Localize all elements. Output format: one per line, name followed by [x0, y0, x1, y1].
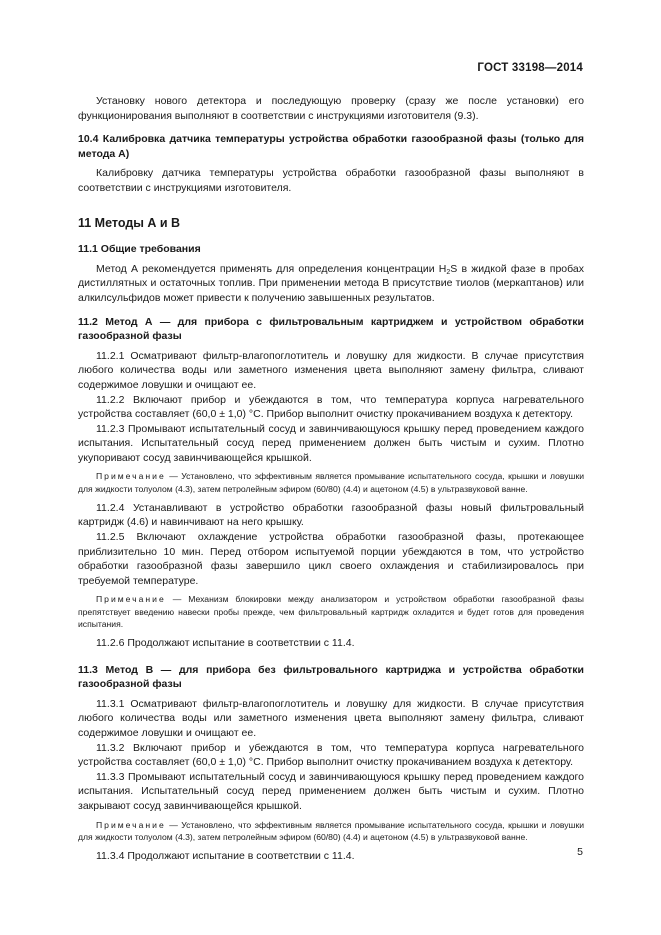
- section-11-1-title: 11.1 Общие требования: [78, 243, 201, 256]
- section-11-1-paragraph: [78, 262, 584, 306]
- note-label: Примечание: [96, 594, 166, 605]
- section-10-4-title: 10.4 Калибровка датчика температуры устройства обработки газообразной фазы (только для метода А): [78, 133, 584, 160]
- note-11-3: [78, 819, 584, 843]
- document-header: ГОСТ 33198—2014: [477, 62, 583, 74]
- section-11-2-title: 11.2 Метод А — для прибора с фильтровальным картриджем и устройством обработки газообразной фазы: [78, 315, 584, 343]
- section-11-3-title: 11.3 Метод В — для прибора без фильтровального картриджа и устройства обработки газообразной фазы: [78, 663, 584, 691]
- clause-11-3-2: 11.3.2 Включают прибор и убеждаются в том, что температура корпуса нагревательного устройства составляет (60,0 ± 1,0) °С. Прибор выполнит очистку прокачиванием воздуха к детектору.: [78, 741, 584, 769]
- page-number: 5: [577, 846, 583, 858]
- section-11-1-text-a: Метод А рекомендуется применять для определения концентрации H: [96, 262, 447, 275]
- document-body: [78, 94, 584, 864]
- clause-11-3-3: 11.3.3 Промывают испытательный сосуд и завинчивающуюся крышку перед проведением каждого испытания. Испытательный сосуд перед применением должен быть чистым и сухим. Плотно закрывают сосуд завинчивающейся крышкой.: [78, 770, 584, 812]
- clause-11-2-4: 11.2.4 Устанавливают в устройство обработки газообразной фазы новый фильтровальный картридж (4.6) и навинчивают на него крышку.: [78, 501, 584, 529]
- clause-11-2-5: 11.2.5 Включают охлаждение устройства обработки газообразной фазы, протекающее приблизительно 10 мин. Перед отбором испытуемой порции убеждаются в том, что устройство обработки газообразной фазы завершило цикл своего охлаждения и стабилизировалось при требуемой температуре.: [78, 531, 584, 587]
- section-11-1-text-b: S в жидкой фазе в пробах дистиллятных и остаточных топлив. При применении метода В присутствие тиолов (меркаптанов) или алкилсульфидов может привести к получению завышенных результатов.: [78, 262, 584, 304]
- clause-11-2-1: 11.2.1 Осматривают фильтр-влагопоглотитель и ловушку для жидкости. В случае присутствия любого количества воды или заметного изменения цвета выполняют замену фильтра, сливают содержимое ловушки и очищают ее.: [78, 349, 584, 391]
- note-label: Примечание: [96, 819, 166, 830]
- note-text: — Механизм блокировки между анализатором и устройством обработки газообразной фазы препятствует введению навески пробы прежде, чем фильтровальный картридж охладится и будет готов для проведения испытания.: [78, 594, 584, 629]
- note-11-2-b: [78, 593, 584, 630]
- clause-11-2-6: 11.2.6 Продолжают испытание в соответствии с 11.4.: [96, 637, 355, 650]
- note-11-2-a: [78, 470, 584, 494]
- note-text: — Установлено, что эффективным является промывание испытательного сосуда, крышки и ловушки для жидкости толуолом (4.3), затем петролейным эфиром (60/80) (4.4) и ацетоном (4.5) в ультразвуковой ванне.: [78, 471, 584, 494]
- clause-11-3-4: 11.3.4 Продолжают испытание в соответствии с 11.4.: [96, 849, 355, 862]
- clause-11-2-2: 11.2.2 Включают прибор и убеждаются в том, что температура корпуса нагревательного устройства составляет (60,0 ± 1,0) °С. Прибор выполнит очистку прокачиванием воздуха к детектору.: [78, 393, 584, 421]
- h2s-subscript: 2: [446, 268, 451, 276]
- note-label: Примечание: [96, 471, 166, 482]
- clause-11-3-1: 11.3.1 Осматривают фильтр-влагопоглотитель и ловушку для жидкости. В случае присутствия любого количества воды или заметного изменения цвета выполняют замену фильтра, сливают содержимое ловушки и очищают ее.: [78, 697, 584, 740]
- clause-11-2-3: 11.2.3 Промывают испытательный сосуд и завинчивающуюся крышку перед проведением каждого испытания. Испытательный сосуд перед применением должен быть чистым и сухим. Плотно укупоривают сосуд завинчивающейся крышкой.: [78, 422, 584, 464]
- section-10-4-paragraph: Калибровку датчика температуры устройства обработки газообразной фазы выполняют в соответствии с инструкциями изготовителя.: [78, 167, 584, 194]
- section-11-title: 11 Методы А и В: [78, 215, 181, 230]
- intro-paragraph: Установку нового детектора и последующую проверку (сразу же после установки) его функционирования выполняют в соответствии с инструкциями изготовителя (9.3).: [78, 95, 584, 122]
- note-text: — Установлено, что эффективным является промывание испытательного сосуда, крышки и ловушки для жидкости толуолом (4.3), затем петролейным эфиром (60/80) (4.4) и ацетоном (4.5) в ультразвуковой ванне.: [78, 819, 584, 842]
